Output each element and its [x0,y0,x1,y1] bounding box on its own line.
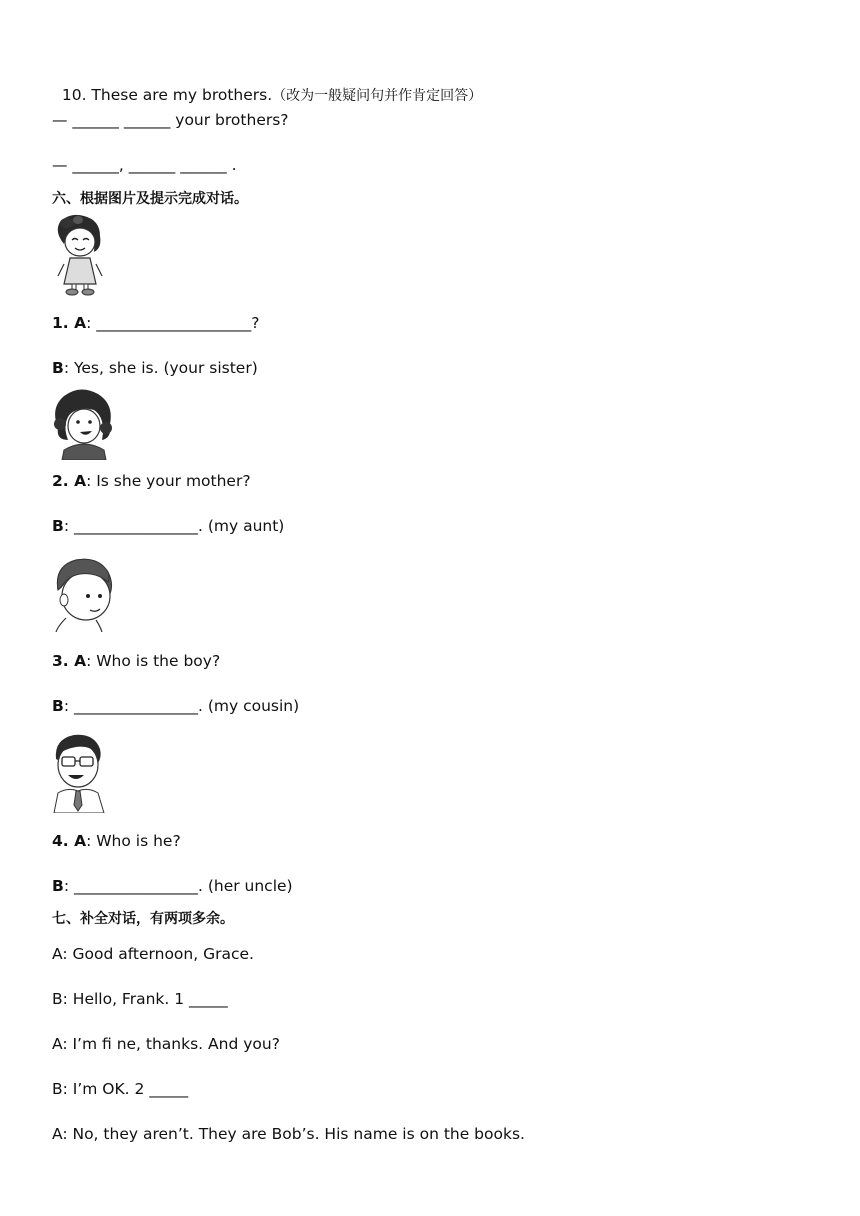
q10-instruction: （改为一般疑问句并作肯定回答） [272,88,483,104]
s6-item3-b [52,696,299,716]
s6-item4-a [52,831,181,851]
girl-illustration-icon [50,214,108,296]
s6-item4-b-text: : ________________. (her uncle) [63,877,293,895]
s6-item3-a [52,651,220,671]
s6-item2-a-text: : Is she your mother? [86,472,251,490]
s6-item2-b-text: : ________________. (my aunt) [63,517,285,535]
s7-line-3: A: I’m fi ne, thanks. And you? [52,1035,280,1053]
q10-sentence: 10. These are my brothers. [61,86,273,104]
s6-item3-b-label: B [52,697,64,715]
s7-line-4: B: I’m OK. 2 _____ [52,1080,189,1098]
s6-item3-a-text: : Who is the boy? [86,652,221,670]
s6-item2-b [52,516,284,536]
s7-line-5: A: No, they aren’t. They are Bob’s. His name is on the books. [52,1125,525,1143]
s6-item2-b-label: B [52,517,64,535]
woman-illustration-icon [50,388,116,460]
section6-heading: 六、根据图片及提示完成对话。 [52,191,248,207]
s6-item4-b-label: B [52,877,64,895]
boy-illustration-icon [50,556,118,632]
s6-item1-a [52,313,259,333]
s6-item4-b [52,876,293,896]
s6-item4-a-text: : Who is he? [86,832,181,850]
s6-item2-a-label: 2. A [52,472,87,490]
s7-line-2: B: Hello, Frank. 1 _____ [52,990,228,1008]
s6-item4-a-label: 4. A [52,832,87,850]
s6-item1-b-text: : Yes, she is. (your sister) [63,359,258,377]
s6-item1-a-text: : ____________________? [86,314,260,332]
q10-sentence-line [52,65,482,106]
s7-line-1: A: Good afternoon, Grace. [52,945,254,963]
s6-item1-b-label: B [52,359,64,377]
q10-answer-line-2: — ______, ______ ______ . [52,156,237,174]
s6-item3-b-text: : ________________. (my cousin) [63,697,300,715]
s6-item1-a-label: 1. A [52,314,87,332]
q10-answer-line-1: — ______ ______ your brothers? [52,111,289,129]
man-illustration-icon [50,733,108,813]
s6-item3-a-label: 3. A [52,652,87,670]
section7-heading: 七、补全对话，有两项多余。 [52,911,234,927]
s6-item1-b [52,358,258,378]
s6-item2-a [52,471,251,491]
